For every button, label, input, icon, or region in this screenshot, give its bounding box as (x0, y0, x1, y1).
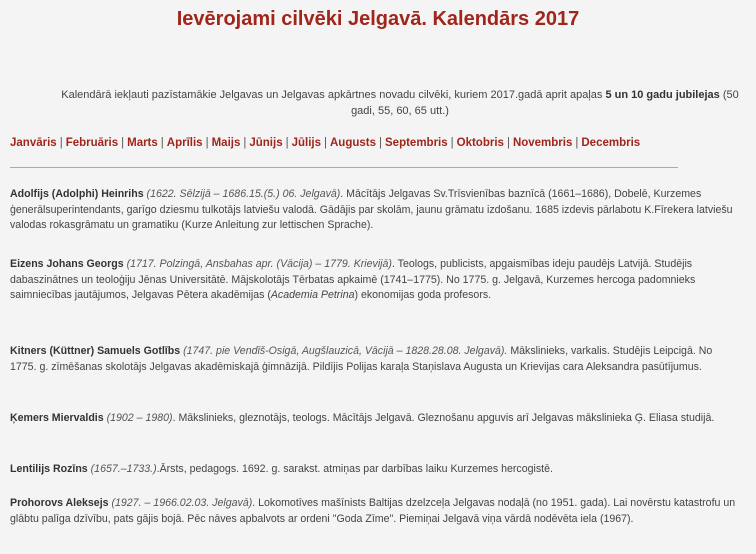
month-link-julijs[interactable]: Jūlijs (291, 137, 321, 149)
month-link-oktobris[interactable]: Oktobris (456, 137, 504, 149)
month-link-novembris[interactable]: Novembris (512, 137, 573, 149)
separator: | (160, 137, 164, 149)
person-description: . Lokomotīves mašīnists Baltijas dzelzceļa Jelgavas nodaļā (no 1951. gada). Lai novērstu katastrofu un glābtu palīga dzīvību, pats gājis bojā. Pēc nāves apbalvots ar ordeni "Goda Zīme". Piemiņai Jelgavā viņa vārdā nodēvēta iela (1967). (10, 497, 736, 525)
person-entry (10, 344, 738, 375)
separator: | (243, 137, 247, 149)
separator: | (59, 137, 63, 149)
person-name: Eizens Johans Georgs (10, 258, 124, 270)
month-link-janvaris[interactable]: Janvāris (10, 137, 57, 149)
person-dates: (1657.–1733.) (90, 463, 157, 475)
month-link-aprilis[interactable]: Aprīlis (166, 137, 203, 149)
person-dates: (1927. – 1966.02.03. Jelgavā) (111, 497, 253, 509)
separator: | (324, 137, 327, 149)
month-link-junijs[interactable]: Jūnijs (249, 137, 283, 149)
separator: | (575, 137, 579, 149)
person-entry (10, 257, 738, 304)
person-name: Lentilijs Rozīns (10, 463, 88, 475)
person-dates: (1902 – 1980) (106, 412, 173, 424)
person-entry (10, 187, 738, 234)
page-title: Ievērojami cilvēki Jelgavā. Kalendārs 2017 (176, 8, 580, 30)
month-link-decembris[interactable]: Decembris (581, 137, 641, 149)
person-dates: (1622. Sēlzijā – 1686.15.(5.) 06. Jelgavā) (146, 188, 341, 200)
person-name: Prohorovs Aleksejs (10, 497, 109, 509)
person-description: . Mākslinieks, gleznotājs, teologs. Mācītājs Jelgavā. Gleznošanu apguvis arī Jelgavas mākslinieka Ģ. Eliasa studijā. (172, 412, 715, 424)
person-description: . Mācītājs Jelgavas Sv.Trīsvienības baznīcā (1661–1686), Dobelē, Kurzemes ģenerālsuperintendants, garīgo dziesmu tulkotājs latviešu valodā. Gādājis par skolām, jaunu grāmatu izdošanu. 1685 izdevis pārlabotu K.Fīrekera latviešu valodas rokasgrāmatu un gramatiku (Kurze Anleitung zur lettischen Sprache). (10, 188, 733, 231)
separator: | (506, 137, 510, 149)
person-description: . Teologs, publicists, apgaismības ideju paudējs Latvijā. Studējis dabaszinātnes un teoloģiju Jēnas Universitātē. Mājskolotājs Tērbatas apkaimē (1741–1775). No 1775. g. Jelgavā, Kurzemes hercoga padomnieks saimniecības jautājumos, Jelgavas Pētera akadēmijas ( (10, 258, 696, 301)
person-name: Kitners (Küttner) Samuels Gotlībs (10, 345, 181, 357)
person-entry (10, 496, 738, 527)
intro-text (60, 87, 740, 119)
person-entry (10, 462, 738, 478)
person-description: Mākslinieks, varkalis. Studējis Leipcigā. No 1775. g. zīmēšanas skolotājs Jelgavas akadēmiskajā ģimnāzijā. Pildījis Polijas karaļa Staņislava Augusta un Krievijas cara Aleksandra pasūtījumus. (10, 345, 713, 373)
month-link-maijs[interactable]: Maijs (211, 137, 241, 149)
person-description: ) ekonomijas goda profesors. (354, 289, 492, 301)
person-entry (10, 411, 738, 427)
intro-text-part: (50 gadi, 55, 60, 65 utt.) (351, 89, 739, 117)
month-link-augusts[interactable]: Augusts (330, 137, 376, 149)
intro-text-part: Kalendārā iekļauti pazīstamākie Jelgavas un Jelgavas apkārtnes novadu cilvēki, kuriem 2017.gadā aprit apaļas (61, 89, 606, 101)
person-description-italic: Academia Petrina (270, 289, 355, 301)
separator: | (285, 137, 289, 149)
separator: | (450, 137, 454, 149)
month-link-marts[interactable]: Marts (127, 137, 158, 149)
separator: | (379, 137, 382, 149)
month-link-februaris[interactable]: Februāris (65, 137, 119, 149)
person-description: .Ārsts, pedagogs. 1692. g. sarakst. atmiņas par darbības laiku Kurzemes hercogistē. (156, 463, 553, 475)
separator: | (121, 137, 125, 149)
person-dates: (1717. Polzingā, Ansbahas apr. (Vācija) – 1779. Krievijā) (126, 258, 392, 270)
person-dates: (1747. pie Vendīš-Osigā, Augšlauzicā, Vācijā – 1828.28.08. Jelgavā). (183, 345, 508, 357)
month-link-septembris[interactable]: Septembris (385, 137, 448, 149)
person-name: Ķemers Miervaldis (10, 412, 104, 424)
person-name: Adolfijs (Adolphi) Heinrihs (10, 188, 144, 200)
intro-bold: 5 un 10 gadu jubilejas (605, 89, 720, 101)
divider (10, 167, 678, 168)
month-nav (10, 137, 750, 149)
separator: | (205, 137, 209, 149)
